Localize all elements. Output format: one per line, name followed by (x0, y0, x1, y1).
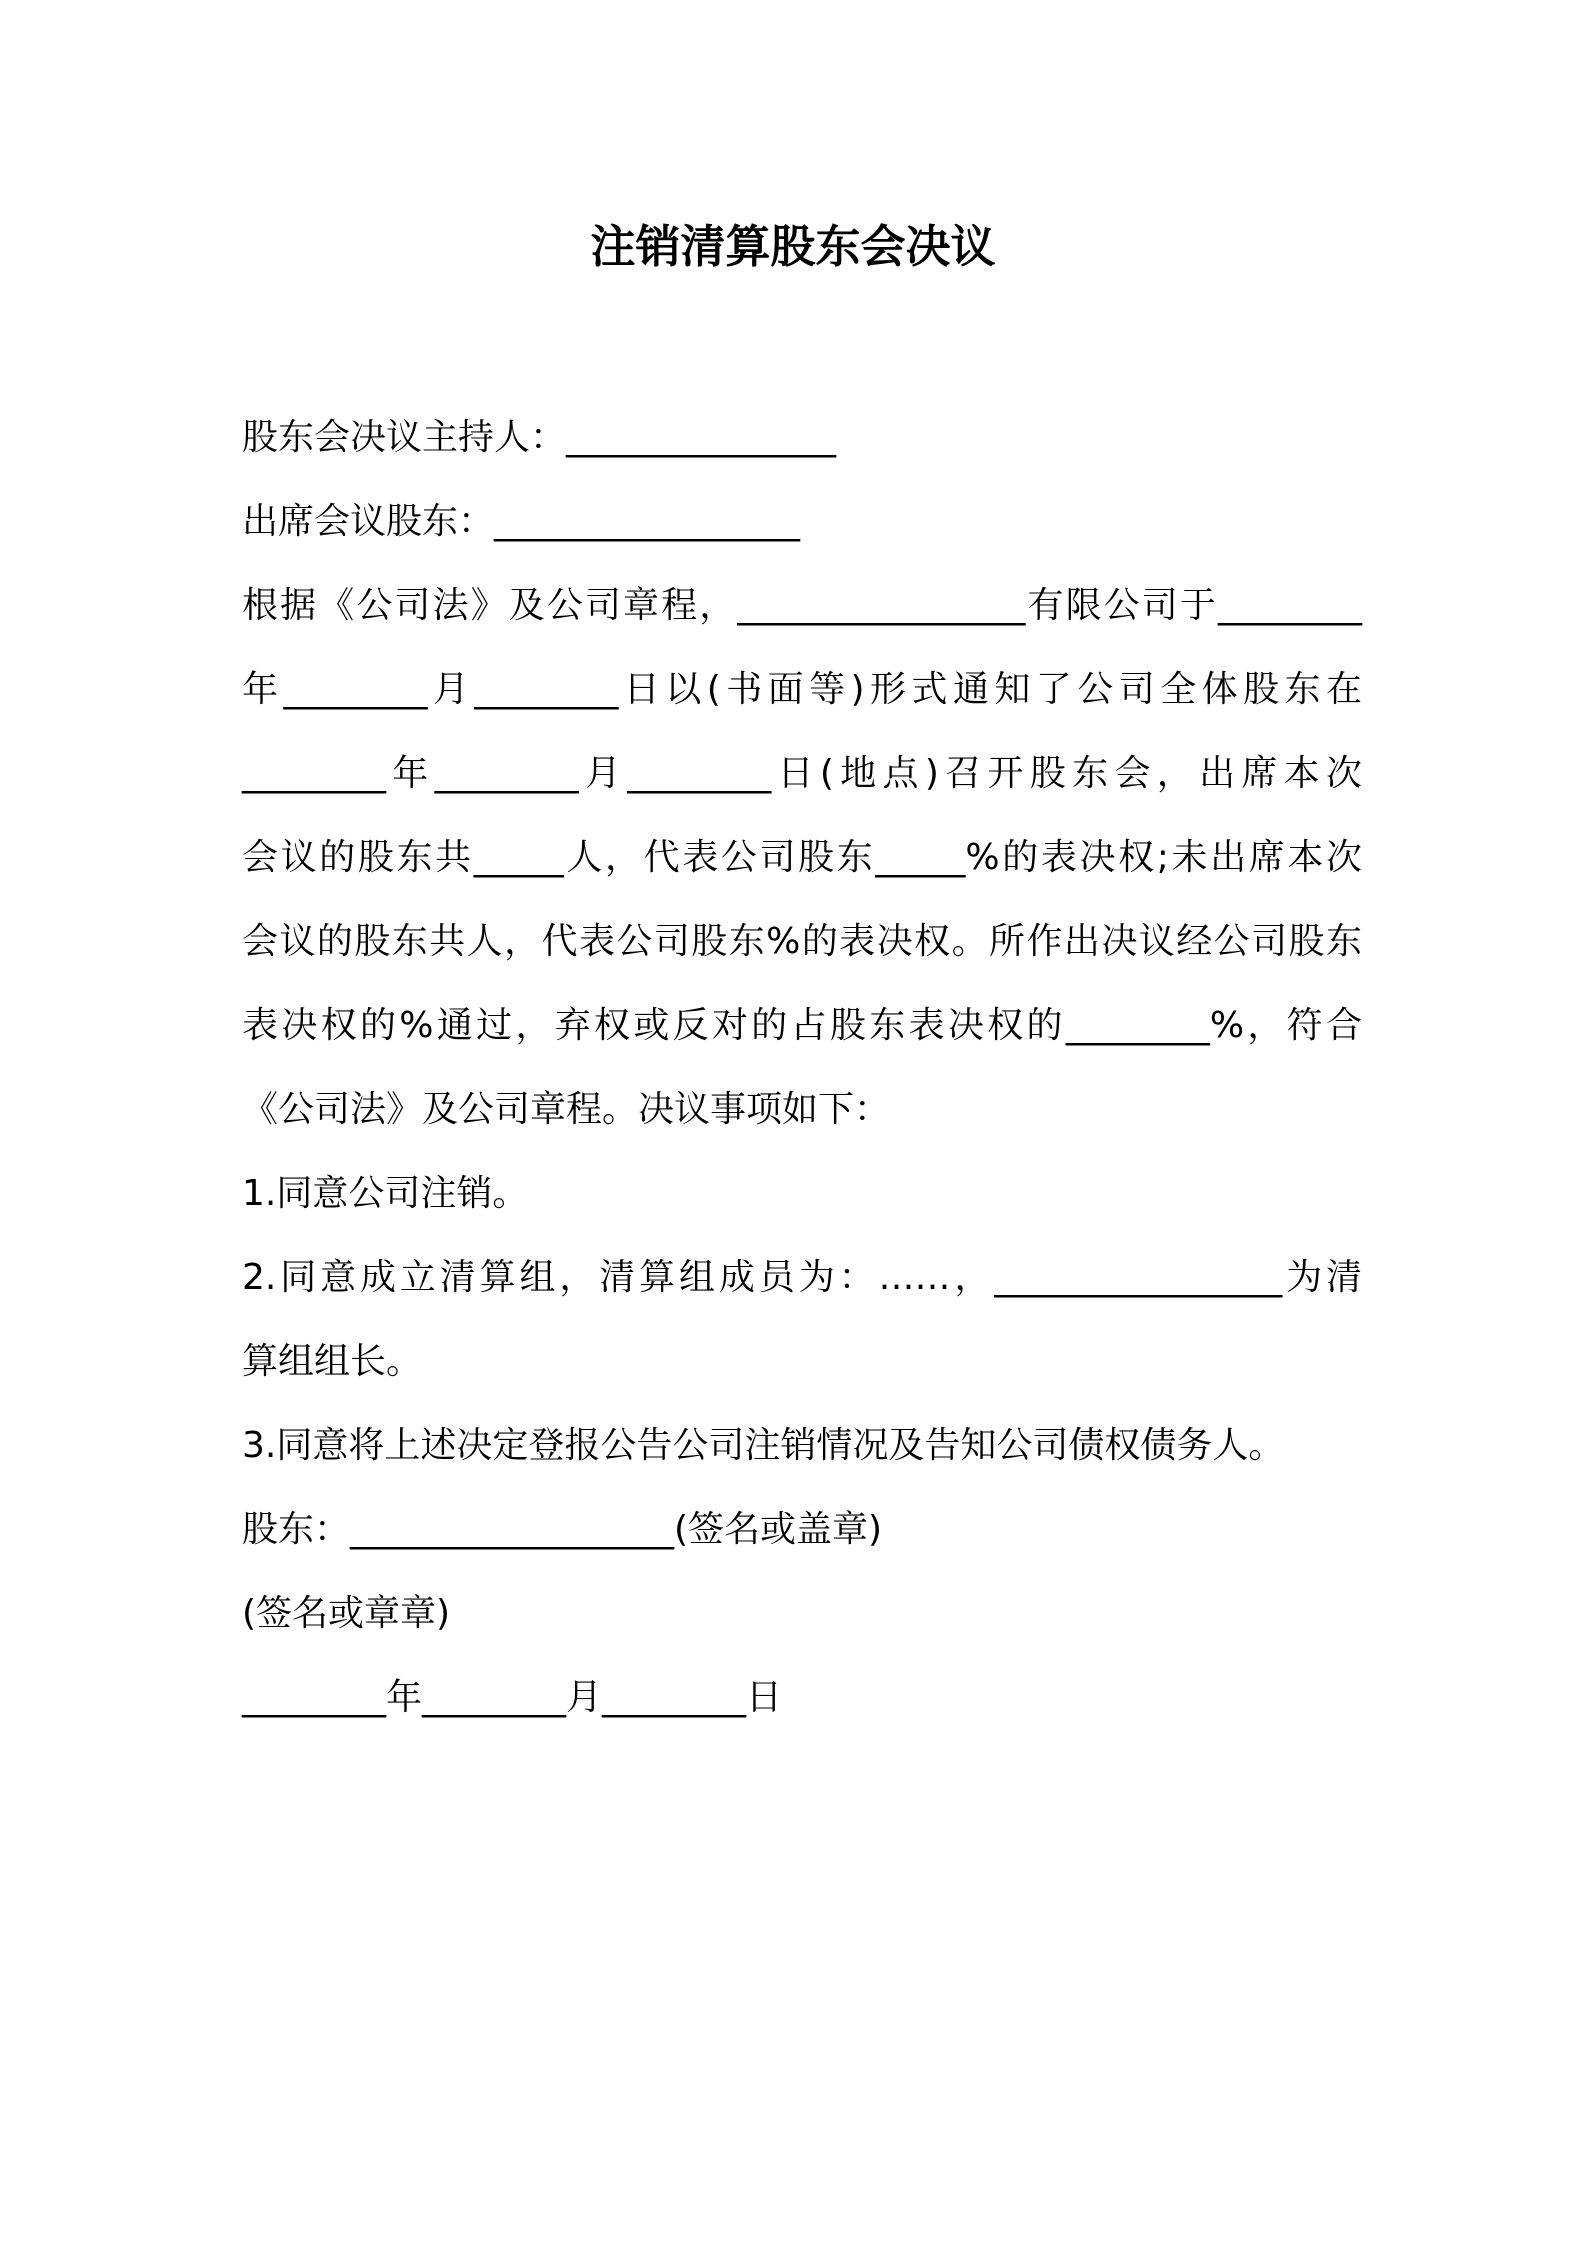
resolution-item-3: 3.同意将上述决定登报公告公司注销情况及告知公司债权债务人。 (242, 1425, 1285, 1466)
body-line-2: 年________月________日以(书面等)形式通知了公司全体股东在 (242, 669, 1362, 710)
shareholder-signature-line: 股东：__________________(签名或盖章) (242, 1509, 883, 1550)
body-line-5: 会议的股东共人，代表公司股东%的表决权。所作出决议经公司股东 (242, 921, 1362, 962)
body-line-3: ________年________月________日(地点)召开股东会，出席本次 (242, 753, 1362, 794)
resolution-item-2: 2.同意成立清算组，清算组成员为：……，________________为清 (242, 1257, 1362, 1298)
body-line-7: 《公司法》及公司章程。决议事项如下： (242, 1089, 891, 1130)
resolution-item-1: 1.同意公司注销。 (242, 1173, 529, 1214)
date-line: ________年________月________日 (242, 1677, 782, 1718)
document-title: 注销清算股东会决议 (590, 220, 996, 273)
attendees-line: 出席会议股东：_________________ (242, 501, 801, 542)
signature-note: (签名或章章) (242, 1593, 451, 1634)
body-line-4: 会议的股东共_____人，代表公司股东_____%的表决权;未出席本次 (242, 837, 1362, 878)
resolution-item-2-cont: 算组组长。 (242, 1341, 423, 1382)
body-line-1: 根据《公司法》及公司章程，________________有限公司于________ (242, 585, 1362, 626)
body-line-6: 表决权的%通过，弃权或反对的占股东表决权的________%，符合 (242, 1005, 1362, 1046)
host-line: 股东会决议主持人：_______________ (242, 417, 837, 458)
